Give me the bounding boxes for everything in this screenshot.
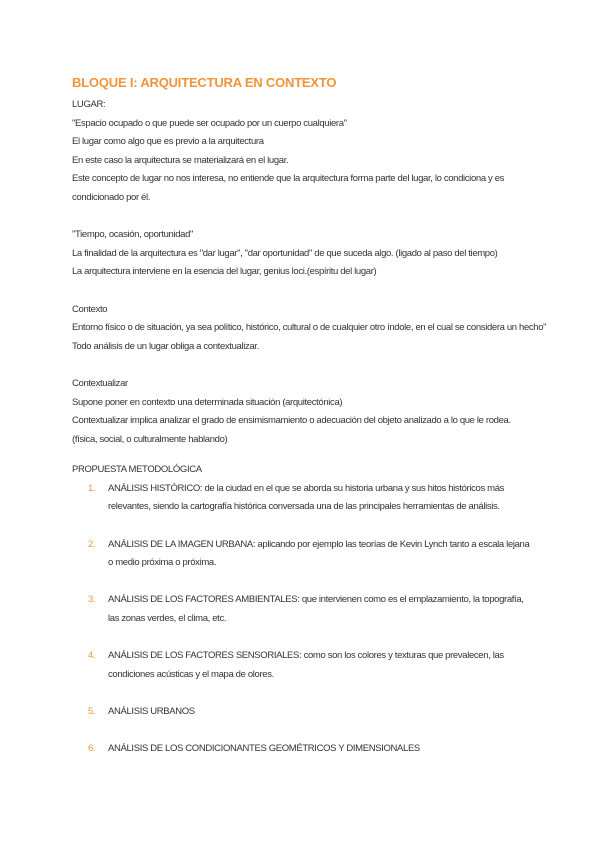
methodology-list <box>72 480 532 759</box>
list-item-number: 1. <box>88 482 96 494</box>
list-item-number: 4. <box>88 650 96 662</box>
paragraph-line: Entorno físico o de situación, ya sea político, histórico, cultural o de cualquier otro índole, en el cual se considera un hecho" <box>72 322 547 334</box>
list-item <box>72 703 532 722</box>
list-item-text: ANÁLISIS DE LOS FACTORES SENSORIALES: como son los colores y texturas que prevalecen, las condiciones acústicas y el mapa de olores. <box>108 650 504 680</box>
list-item <box>72 647 532 684</box>
list-item <box>72 480 532 517</box>
list-item-text: ANÁLISIS URBANOS <box>108 706 195 717</box>
paragraph-line: Contextualizar implica analizar el grado de ensimismamiento o adecuación del objeto analizado a lo que le rodea. (física, social, o culturalmente hablando) <box>72 415 511 445</box>
list-item-text: ANÁLISIS DE LOS CONDICIONANTES GEOMÉTRICOS Y DIMENSIONALES <box>108 743 420 755</box>
list-item-text: ANÁLISIS HISTÓRICO: de la ciudad en el que se aborda su historia urbana y sus hitos históricos más relevantes, siendo la cartografía histórica conversada una de las principales herramientas de análisis. <box>108 482 505 513</box>
paragraph-line: La arquitectura interviene en la esencia del lugar, genius loci.(espíritu del lugar) <box>72 266 377 278</box>
list-item <box>72 740 532 759</box>
paragraph-line: El lugar como algo que es previo a la arquitectura <box>72 136 264 148</box>
tiempo-block <box>72 226 532 282</box>
paragraph-line: Todo análisis de un lugar obliga a contextualizar. <box>72 340 259 352</box>
paragraph-line: Este concepto de lugar no nos interesa, no entiende que la arquitectura forma parte del lugar, lo condiciona y es condicionado por él. <box>72 173 505 203</box>
contextualizar-block <box>72 375 532 449</box>
list-item-number: 3. <box>88 594 96 606</box>
list-item-number: 5. <box>88 706 96 717</box>
list-item <box>72 591 532 628</box>
list-item <box>72 536 532 573</box>
list-item-number: 6. <box>88 743 96 755</box>
paragraph-line: En este caso la arquitectura se materializará en el lugar. <box>72 154 289 166</box>
list-item-text: ANÁLISIS DE LA IMAGEN URBANA: aplicando por ejemplo las teorías de Kevin Lynch tanto a escala lejana o medio próxima o próxima. <box>108 538 530 569</box>
list-item-number: 2. <box>88 538 96 550</box>
section-title-label: BLOQUE I: <box>72 75 138 90</box>
propuesta-block <box>72 461 532 759</box>
contexto-heading: Contexto <box>72 303 108 315</box>
contextualizar-heading: Contextualizar <box>72 377 128 389</box>
contexto-block <box>72 301 547 357</box>
lugar-block <box>72 96 532 208</box>
lugar-heading: LUGAR: <box>72 99 106 110</box>
tiempo-heading: "Tiempo, ocasión, oportunidad" <box>72 229 194 241</box>
list-item-text: ANÁLISIS DE LOS FACTORES AMBIENTALES: que intervienen como es el emplazamiento, la topografía, las zonas verdes, el clima, etc. <box>108 594 524 625</box>
paragraph-line: Supone poner en contexto una determinada situación (arquitectónica) <box>72 396 343 408</box>
paragraph-line: La finalidad de la arquitectura es "dar lugar", "dar oportunidad" de que suceda algo. (ligado al paso del tiempo) <box>72 247 498 259</box>
section-title <box>72 74 532 92</box>
document-body <box>72 74 547 759</box>
paragraph-line: "Espacio ocupado o que puede ser ocupado por un cuerpo cualquiera" <box>72 117 347 129</box>
propuesta-heading: PROPUESTA METODOLÓGICA <box>72 464 202 476</box>
section-title-text: ARQUITECTURA EN CONTEXTO <box>140 75 337 90</box>
